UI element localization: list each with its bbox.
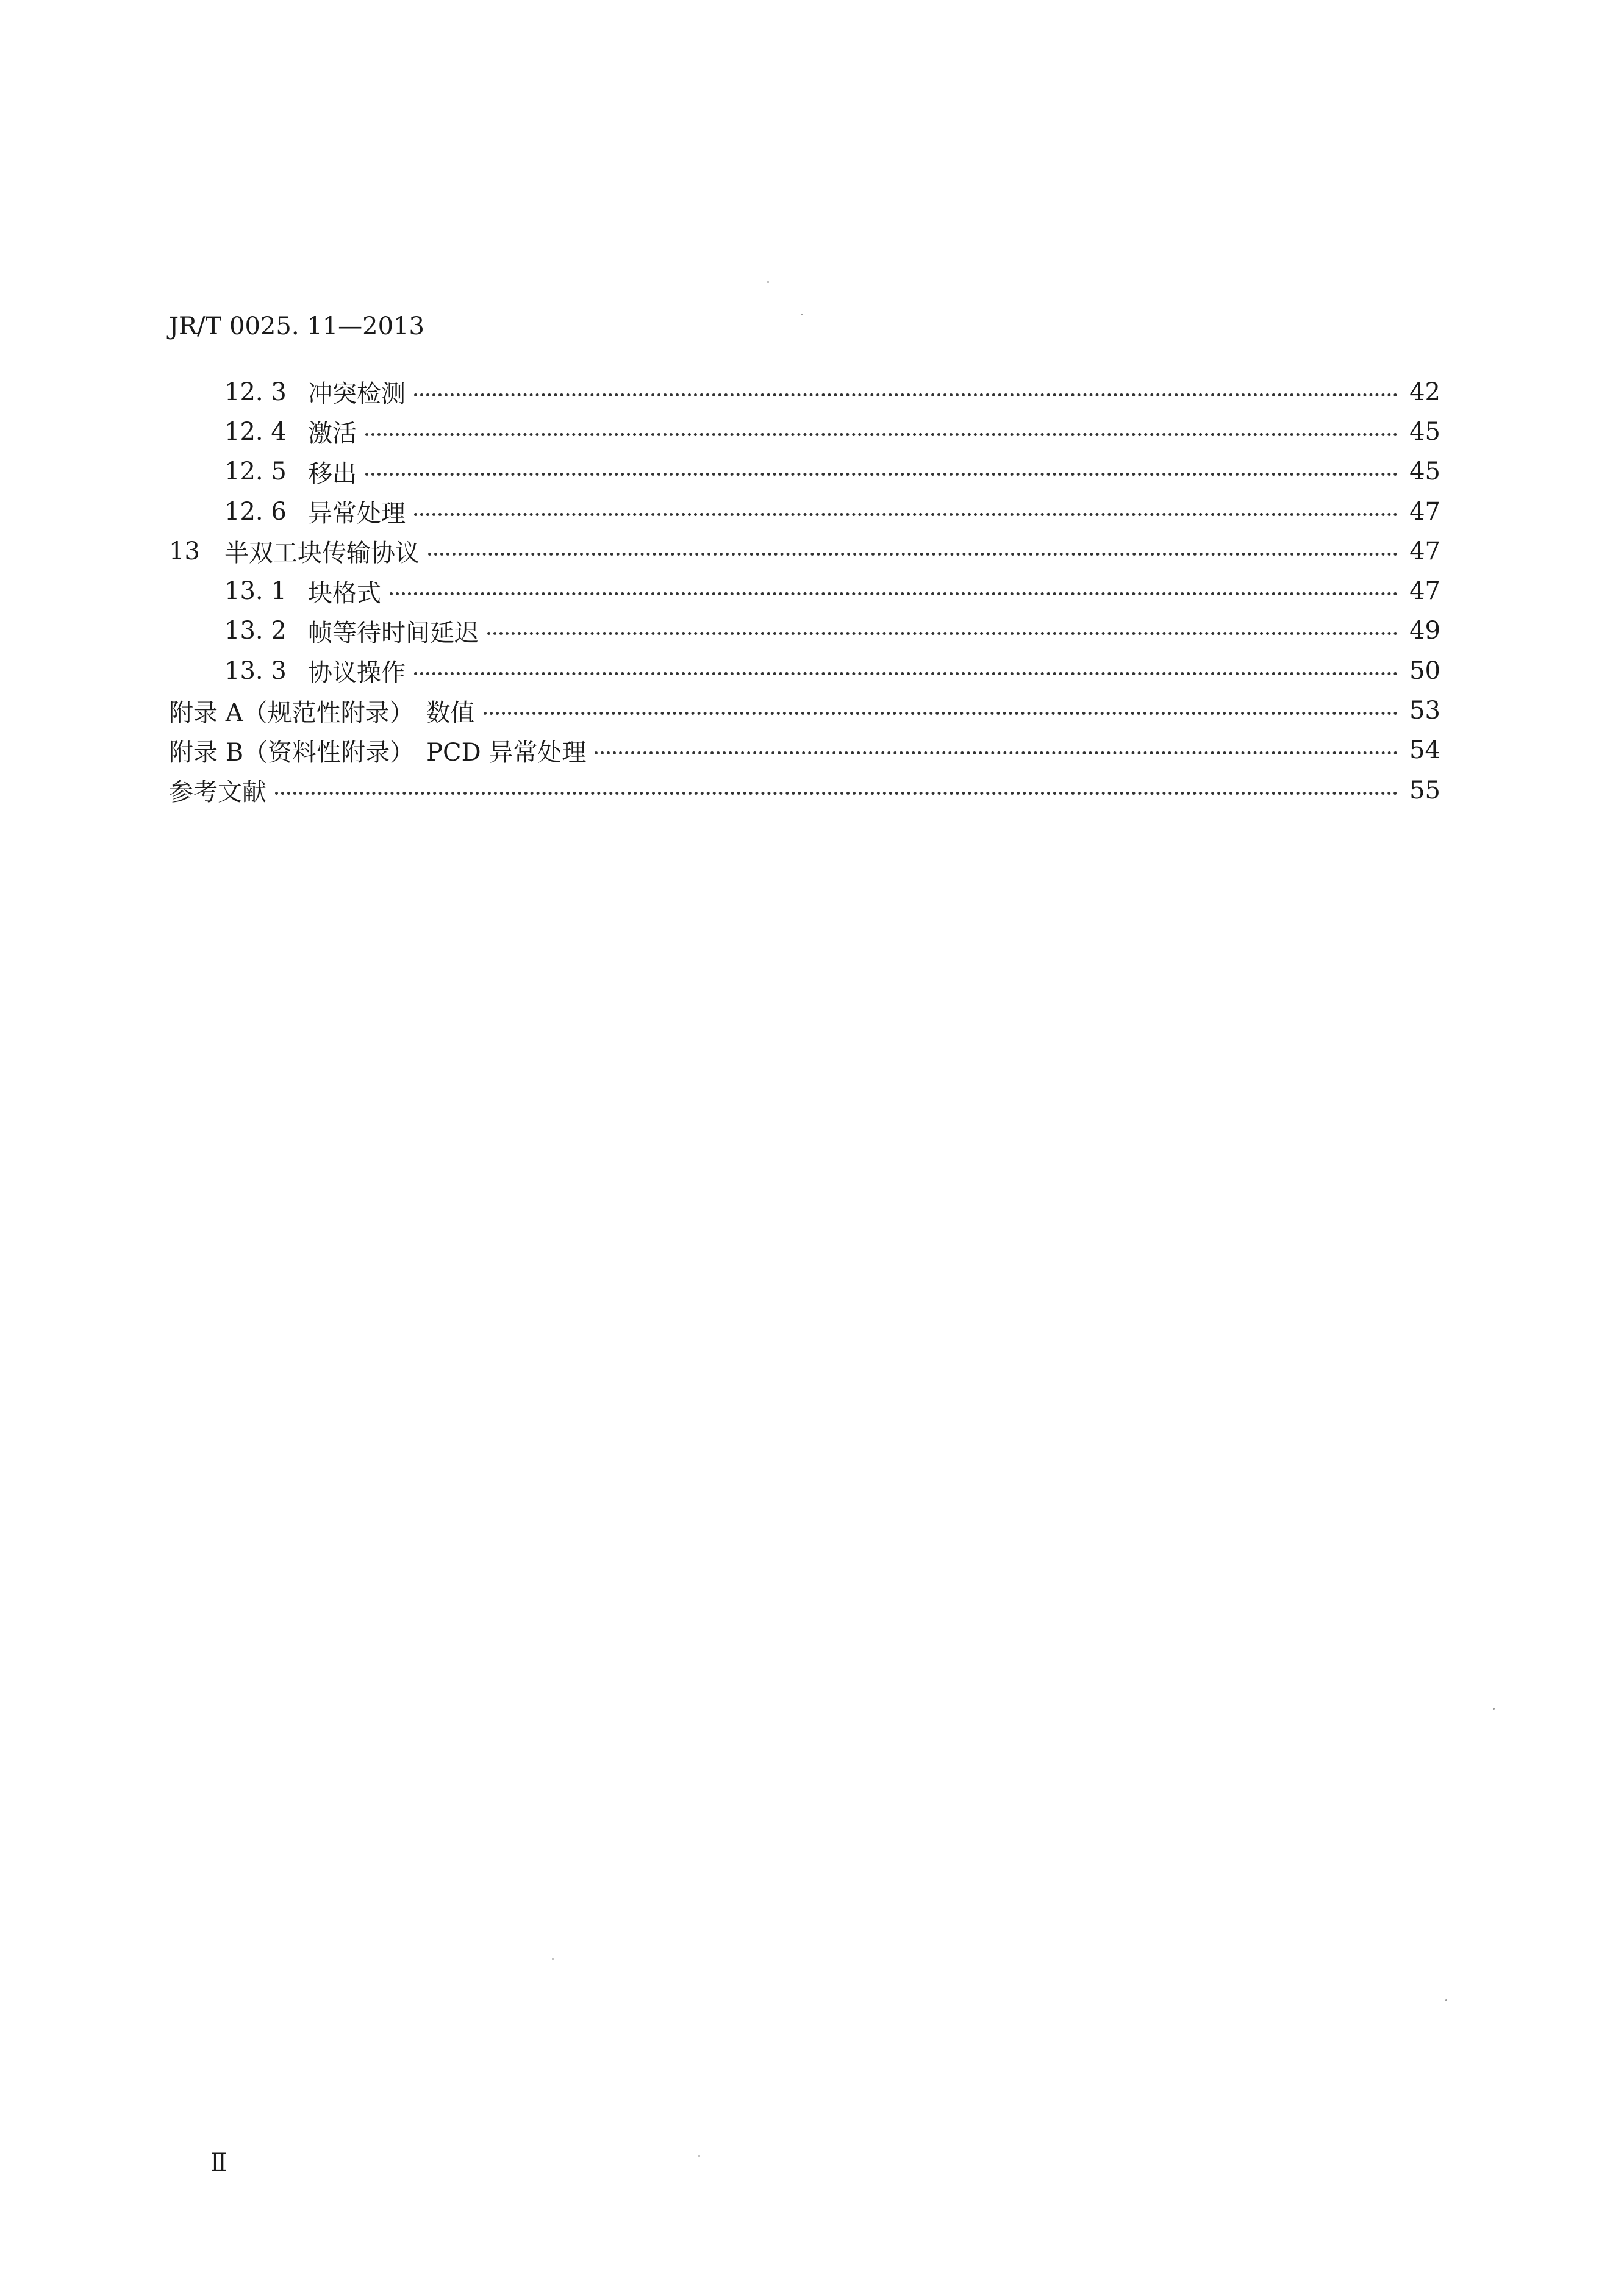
toc-entry[interactable] <box>169 770 1440 810</box>
toc-entry-page: 47 <box>1409 537 1440 565</box>
toc-entry[interactable] <box>169 731 1440 770</box>
toc-entry-page: 42 <box>1409 378 1440 406</box>
table-of-contents <box>169 372 1440 810</box>
toc-dot-leader <box>414 659 1398 683</box>
toc-entry-title: 附录 A（规范性附录） 数值 <box>169 698 475 727</box>
toc-entry-title: 异常处理 <box>308 500 406 528</box>
scan-speck <box>552 1958 554 1960</box>
toc-entry-page: 50 <box>1409 656 1440 685</box>
toc-entry-number: 12. 3 <box>224 378 287 406</box>
toc-entry[interactable] <box>169 492 1440 531</box>
document-code: JR/T 0025. 11—2013 <box>169 312 424 340</box>
toc-entry-number: 12. 4 <box>224 417 287 446</box>
toc-entry-page: 49 <box>1409 617 1440 645</box>
toc-entry-title: 移出 <box>308 459 357 488</box>
toc-entry[interactable] <box>169 452 1440 492</box>
toc-dot-leader <box>428 539 1398 564</box>
toc-entry-number: 13 <box>169 537 200 565</box>
toc-dot-leader <box>275 778 1398 803</box>
toc-entry[interactable] <box>169 531 1440 571</box>
scan-speck <box>767 281 769 283</box>
toc-entry-title: 附录 B（资料性附录） PCD 异常处理 <box>169 738 587 767</box>
toc-entry-title: 协议操作 <box>308 659 406 687</box>
toc-entry[interactable] <box>169 611 1440 651</box>
toc-entry-page: 55 <box>1409 776 1440 805</box>
scan-speck <box>1445 1999 1447 2001</box>
toc-entry[interactable] <box>169 571 1440 611</box>
toc-dot-leader <box>390 579 1398 603</box>
toc-entry-page: 47 <box>1409 577 1440 606</box>
toc-entry-number: 12. 5 <box>224 457 287 486</box>
toc-dot-leader <box>595 738 1398 762</box>
toc-entry-number: 13. 2 <box>224 617 287 645</box>
toc-entry-number: 12. 6 <box>224 497 287 526</box>
toc-dot-leader <box>365 459 1398 484</box>
toc-entry-title: 冲突检测 <box>308 380 406 409</box>
toc-entry-number: 13. 3 <box>224 656 287 685</box>
toc-entry-number: 13. 1 <box>224 577 287 606</box>
toc-entry-title: 参考文献 <box>169 778 266 807</box>
toc-entry-page: 45 <box>1409 417 1440 446</box>
scan-speck <box>1493 1708 1495 1710</box>
toc-entry-title: 半双工块传输协议 <box>224 539 420 568</box>
toc-entry-page: 45 <box>1409 457 1440 486</box>
toc-dot-leader <box>414 380 1398 404</box>
scan-speck <box>801 314 803 315</box>
toc-entry[interactable] <box>169 372 1440 412</box>
toc-entry-title: 激活 <box>308 420 357 448</box>
toc-dot-leader <box>484 698 1398 723</box>
toc-entry[interactable] <box>169 690 1440 730</box>
toc-entry-page: 53 <box>1409 697 1440 725</box>
toc-entry[interactable] <box>169 412 1440 451</box>
scan-speck <box>698 2155 700 2157</box>
toc-entry-title: 帧等待时间延迟 <box>308 618 479 647</box>
toc-entry-page: 54 <box>1409 736 1440 765</box>
toc-entry-page: 47 <box>1409 497 1440 526</box>
toc-dot-leader <box>487 618 1398 643</box>
toc-entry[interactable] <box>169 651 1440 690</box>
toc-entry-title: 块格式 <box>308 579 381 607</box>
toc-dot-leader <box>365 420 1398 444</box>
toc-dot-leader <box>414 500 1398 524</box>
page-number: Ⅱ <box>210 2149 227 2177</box>
